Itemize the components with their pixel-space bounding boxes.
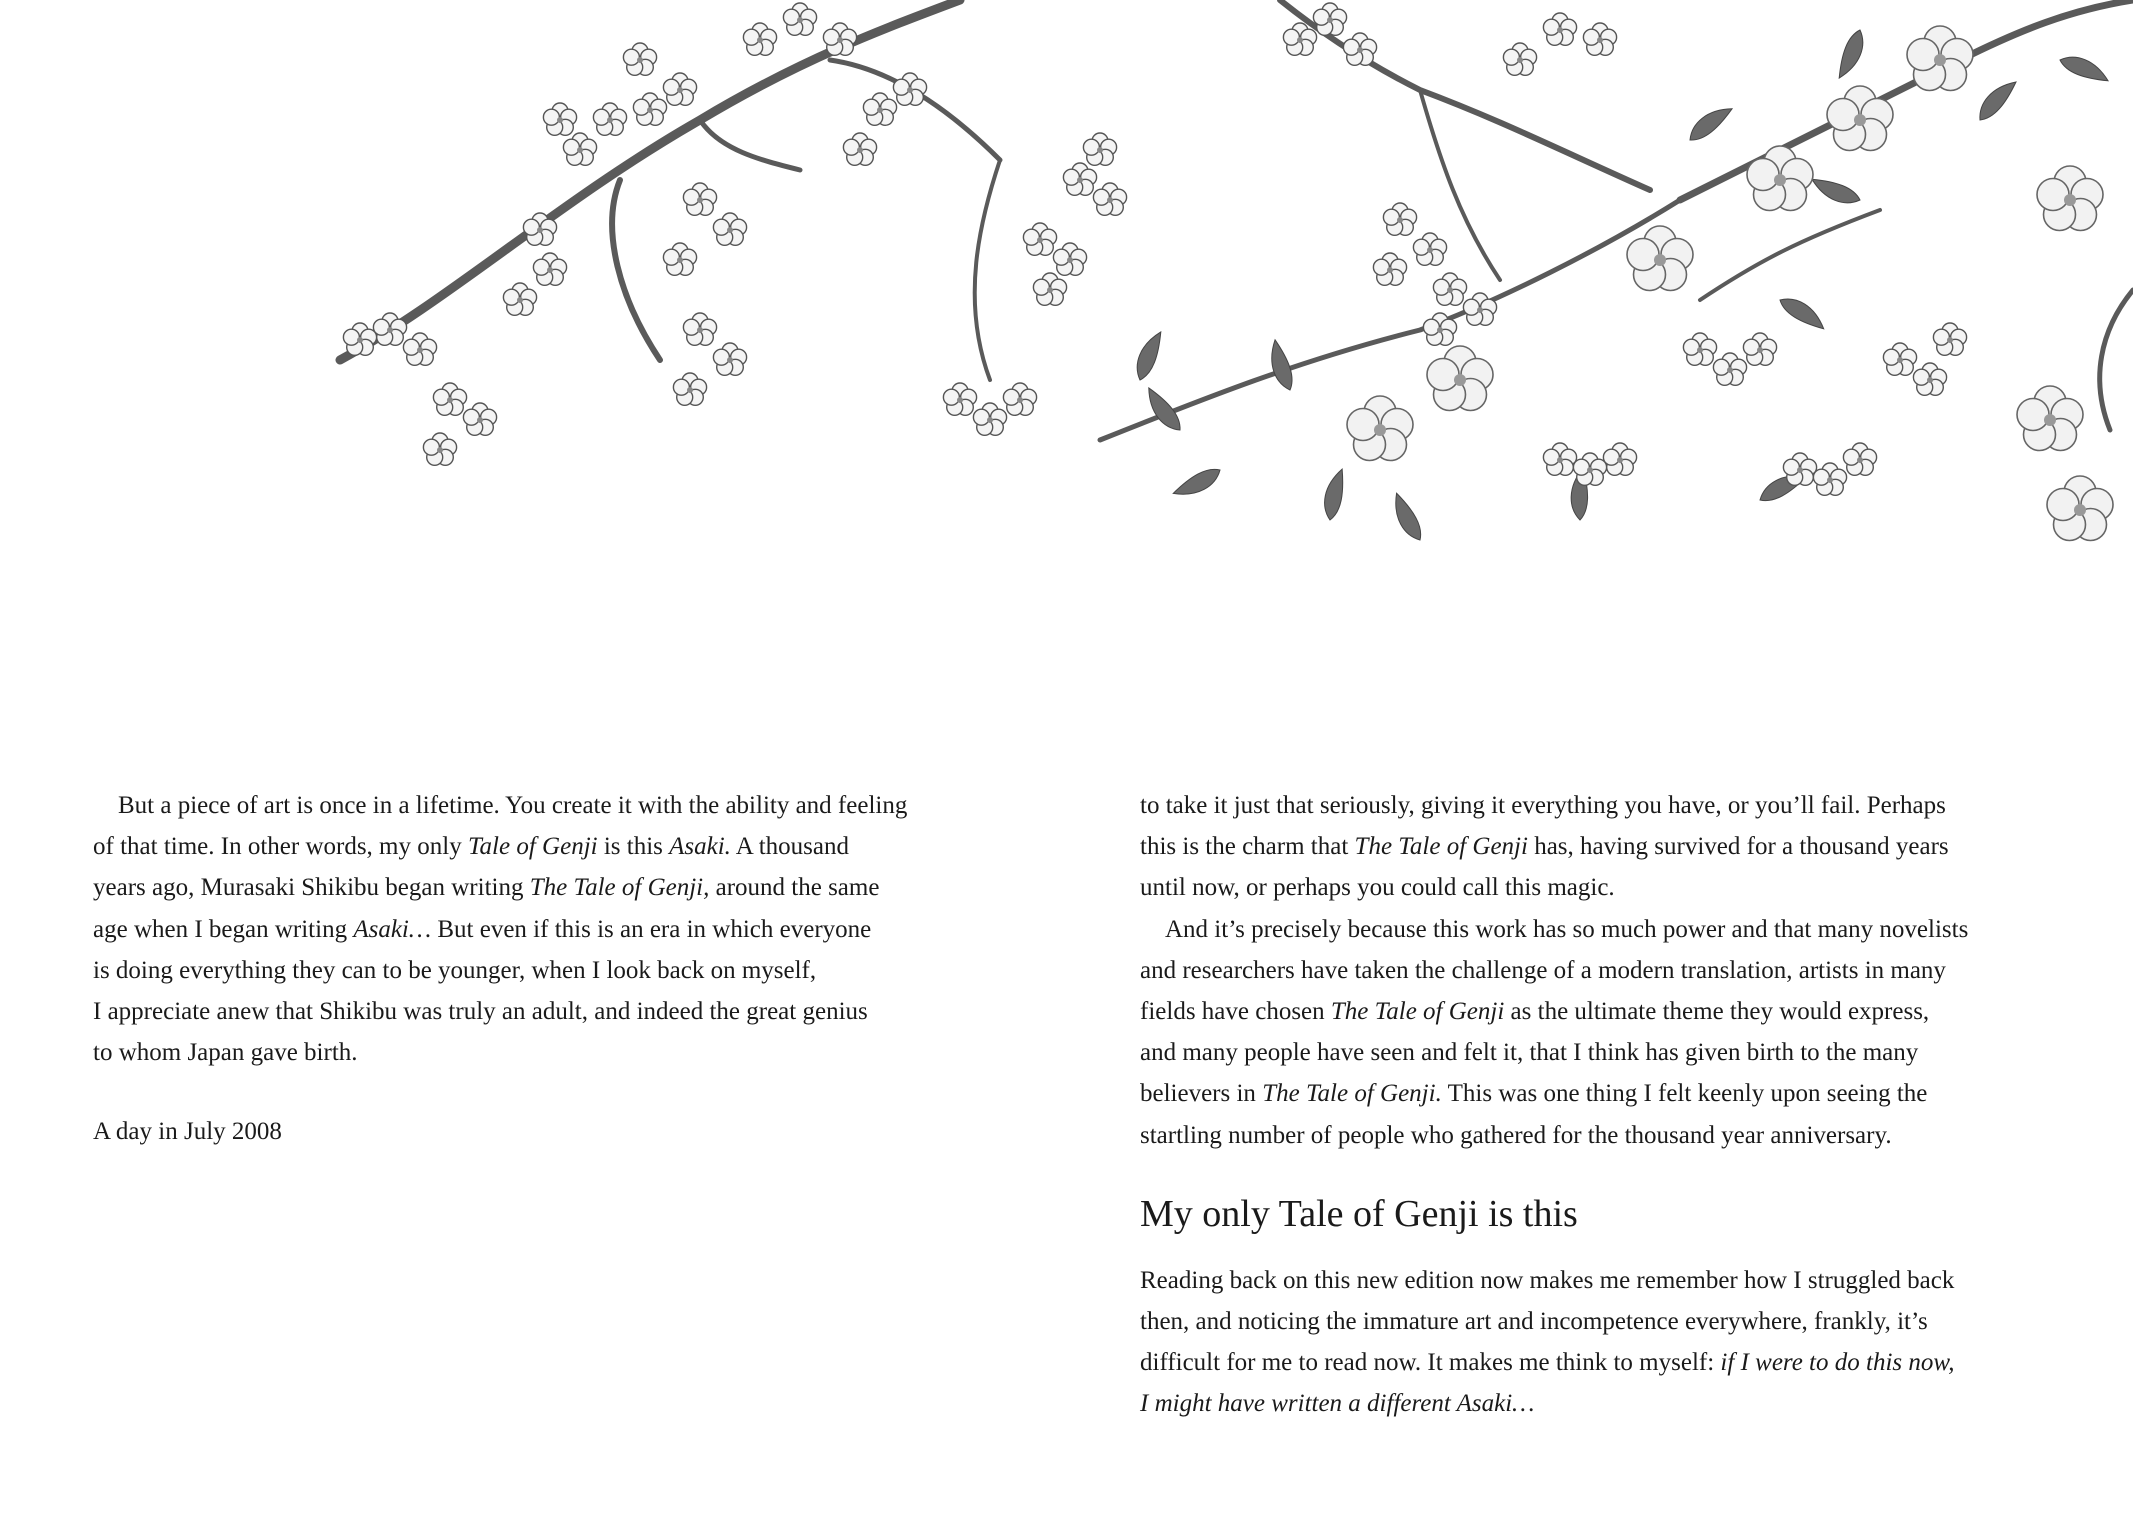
- text-line: and researchers have taken the challenge of a modern translation, artists in many: [1140, 956, 1946, 984]
- text-line: I appreciate anew that Shikibu was truly an adult, and indeed the great genius: [93, 998, 868, 1026]
- text-line: And it’s precisely because this work has so much power and that many novelists: [1165, 915, 1969, 943]
- text-line: Reading back on this new edition now makes me remember how I struggled back: [1140, 1266, 1955, 1294]
- text-line: until now, or perhaps you could call this magic.: [1140, 874, 1615, 902]
- left-column: [93, 785, 1013, 1153]
- section-heading: My only Tale of Genji is this: [1140, 1192, 1578, 1235]
- text-line: and many people have seen and felt it, that I think has given birth to the many: [1140, 1039, 1919, 1067]
- text-line: is doing everything they can to be younger, when I look back on myself,: [93, 956, 817, 984]
- text-line: age when I began writing Asaki… But even if this is an era in which everyone: [93, 915, 872, 943]
- text-line: years ago, Murasaki Shikibu began writing The Tale of Genji, around the same: [93, 874, 880, 902]
- text-line: of that time. In other words, my only Tale of Genji is this Asaki. A thousand: [93, 833, 850, 861]
- text-line: startling number of people who gathered for the thousand year anniversary.: [1140, 1121, 1892, 1149]
- signature-date: A day in July 2008: [93, 1118, 282, 1146]
- right-column: [1140, 785, 2060, 1425]
- cherry-blossom-illustration: [0, 0, 2133, 590]
- text-line: to take it just that seriously, giving it everything you have, or you’ll fail. Perhaps: [1140, 792, 1946, 819]
- text-line: to whom Japan gave birth.: [93, 1039, 358, 1067]
- text-line: believers in The Tale of Genji. This was one thing I felt keenly upon seeing the: [1140, 1080, 1928, 1108]
- text-line: fields have chosen The Tale of Genji as the ultimate theme they would express,: [1140, 998, 1930, 1026]
- text-line: difficult for me to read now. It makes me think to myself: if I were to do this now,: [1140, 1349, 1955, 1377]
- text-line: I might have written a different Asaki…: [1140, 1390, 1535, 1418]
- text-line: then, and noticing the immature art and incompetence everywhere, frankly, it’s: [1140, 1308, 1928, 1336]
- text-line: But a piece of art is once in a lifetime. You create it with the ability and feeling: [118, 792, 908, 819]
- text-line: this is the charm that The Tale of Genji has, having survived for a thousand years: [1140, 833, 1949, 861]
